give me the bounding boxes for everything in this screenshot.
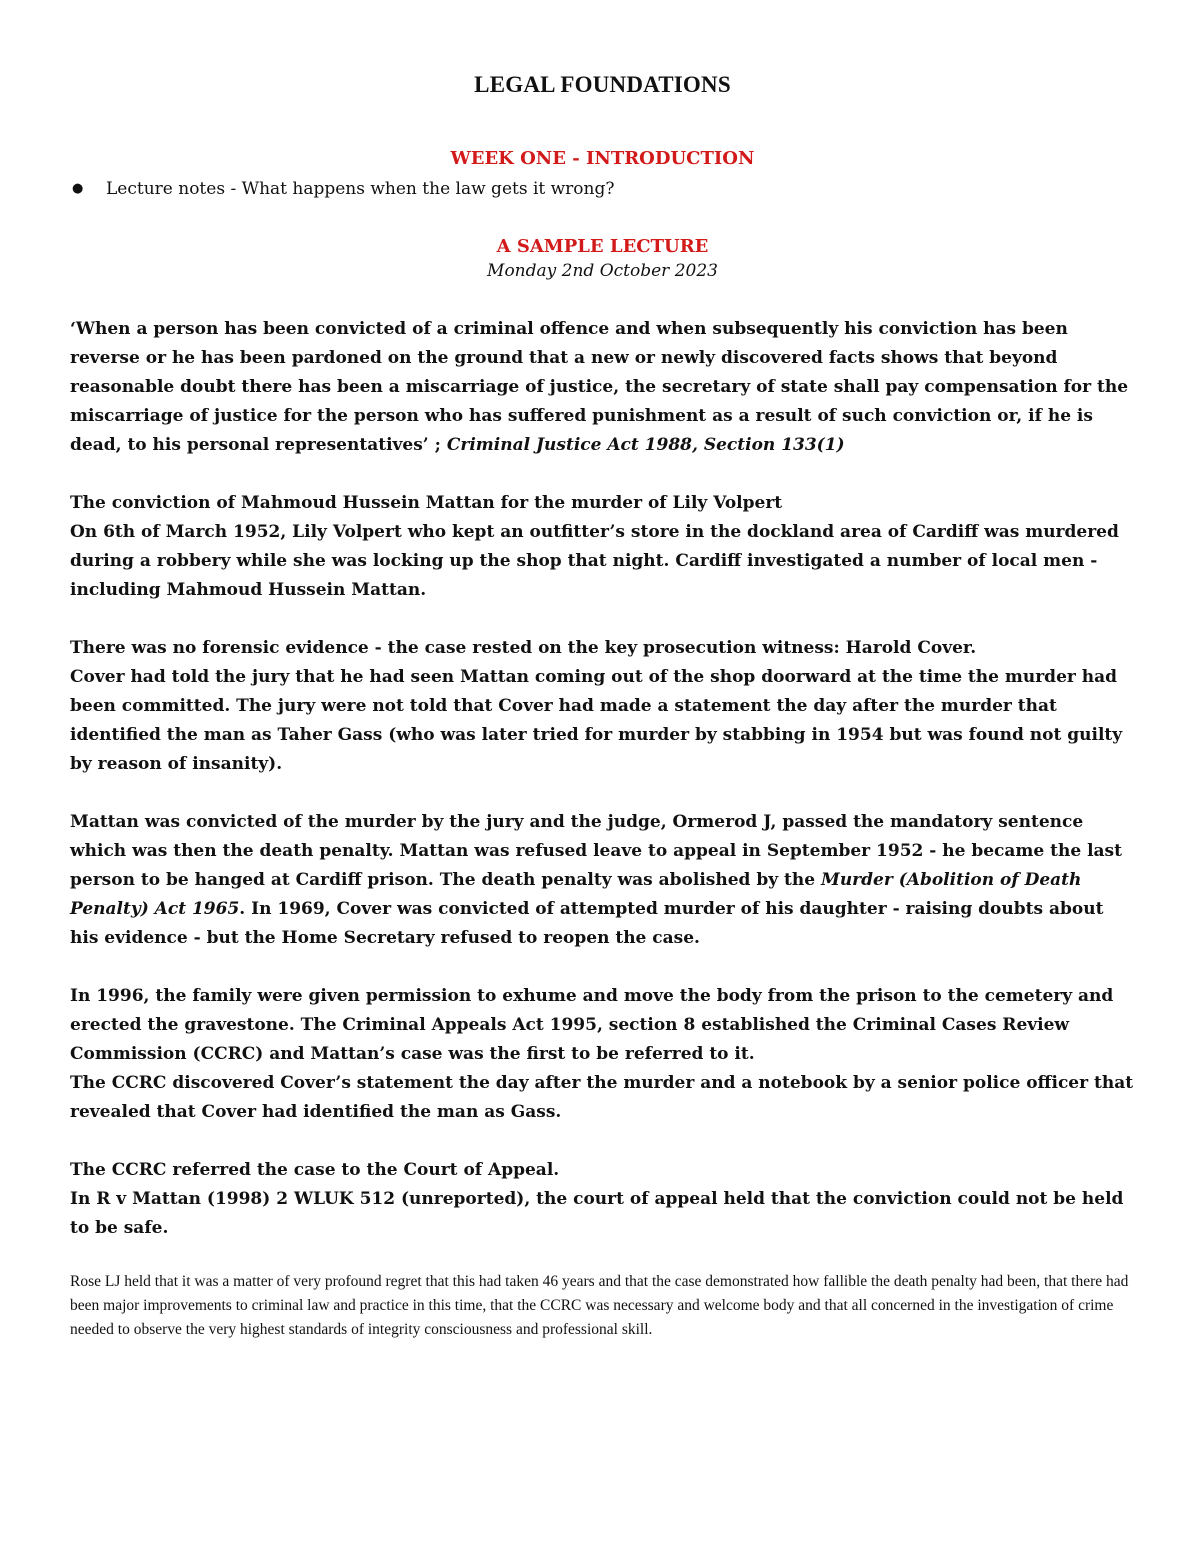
case-title: The conviction of Mahmoud Hussein Mattan for the murder of Lily Volpert [70,493,783,513]
conviction-text-end: . In 1969, Cover was convicted of attempted murder of his daughter - raising doubts about his evidence - but the Home Secretary refused to reopen the case. [70,899,1104,948]
document-page [70,70,1135,1342]
paragraph-witness: Cover had told the jury that he had seen Mattan coming out of the shop doorward at the time the murder had been committed. The jury were not told that Cover had made a statement the day after the murder that identified the man as Taher Gass (who was later tried for murder by stabbing in 1954 but was found not guilty by reason of insanity). [70,667,1123,774]
paragraph-ccrc-discovery: The CCRC discovered Cover’s statement the day after the murder and a notebook by a senior police officer that revealed that Cover had identified the man as Gass. [70,1073,1134,1122]
conviction-text-start: Mattan was convicted of the murder by the jury and the judge, Ormerod J, passed the mandatory sentence which was then the death penalty. Mattan was refused leave to appeal in September 1952 - he became the last person to be hanged at Cardiff prison. The death penalty was abolished by the [70,812,1122,890]
statute-quote [70,315,1135,460]
paragraph-appeal: In R v Mattan (1998) 2 WLUK 512 (unreported), the court of appeal held that the conviction could not be held to be safe. [70,1189,1124,1238]
list-item [70,175,1135,203]
bullet-list [70,175,1135,203]
paragraph-referral: The CCRC referred the case to the Court of Appeal. [70,1160,560,1180]
paragraph-ccrc: In 1996, the family were given permission to exhume and move the body from the prison to the cemetery and erected the gravestone. The Criminal Appeals Act 1995, section 8 established the Criminal Cases Review Commission (CCRC) and Mattan’s case was the first to be referred to it. [70,986,1114,1064]
list-item-text: Lecture notes - What happens when the law gets it wrong? [106,179,615,199]
paragraph-conviction [70,808,1135,953]
lecture-date: Monday 2nd October 2023 [487,261,718,281]
paragraph-evidence: There was no forensic evidence - the case rested on the key prosecution witness: Harold Cover. [70,638,977,658]
document-title: LEGAL FOUNDATIONS [474,72,731,97]
quote-citation: Criminal Justice Act 1988, Section 133(1) [446,435,845,455]
act-citation: Murder (Abolition of Death Penalty) Act 1965 [70,870,1082,919]
week-heading: WEEK ONE - INTRODUCTION [450,148,755,169]
bullet-dot-icon: ● [72,181,84,196]
lecture-heading: A SAMPLE LECTURE [496,236,709,257]
paragraph-facts: On 6th of March 1952, Lily Volpert who kept an outfitter’s store in the dockland area of Cardiff was murdered during a robbery while she was locking up the shop that night. Cardiff investigated a number of local men - including Mahmoud Hussein Mattan. [70,522,1119,600]
closing-paragraph: Rose LJ held that it was a matter of very profound regret that this had taken 46 years and that the case demonstrated how fallible the death penalty had been, that there had been major improvements to criminal law and practice in this time, that the CCRC was necessary and welcome body and that all concerned in the investigation of crime needed to observe the very highest standards of integrity consciousness and professional skill. [70,1273,1129,1338]
quote-text: ‘When a person has been convicted of a criminal offence and when subsequently his conviction has been reverse or he has been pardoned on the ground that a new or newly discovered facts shows that beyond reasonable doubt there has been a miscarriage of justice, the secretary of state shall pay compensation for the miscarriage of justice for the person who has suffered punishment as a result of such conviction or, if he is dead, to his personal representatives’ ; [70,319,1129,455]
